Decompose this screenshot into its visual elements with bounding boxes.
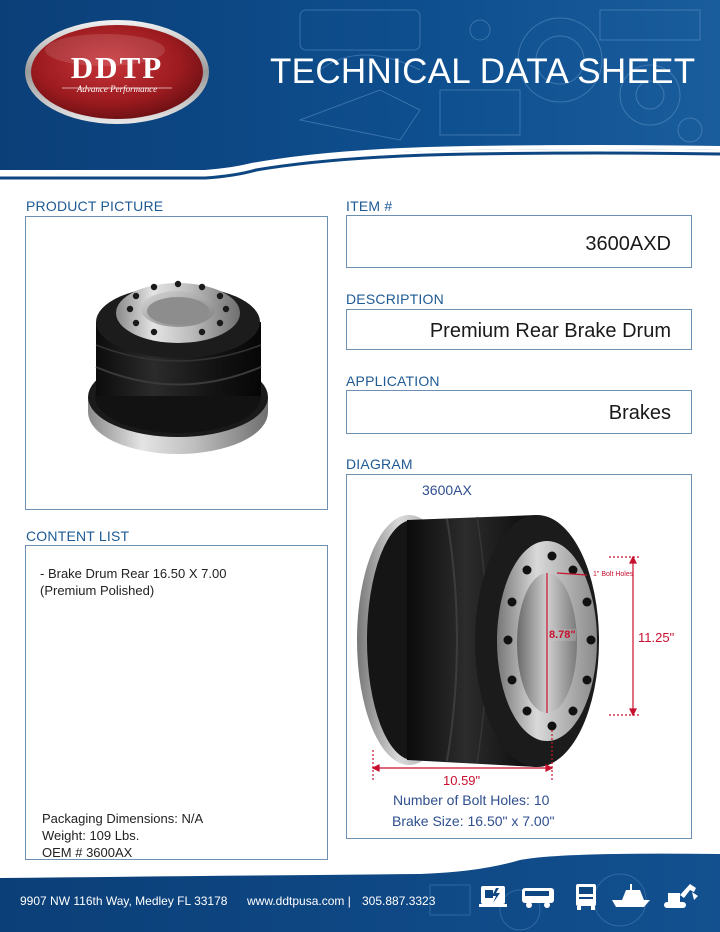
boat-icon — [612, 884, 650, 907]
brake-size: Brake Size: 16.50" x 7.00" — [392, 813, 555, 829]
inner-dimension: 8.78" — [549, 629, 576, 641]
item-label: ITEM # — [346, 198, 393, 214]
content-line-1: - Brake Drum Rear 16.50 X 7.00 — [40, 566, 227, 581]
footer-phone: 305.887.3323 — [362, 894, 436, 908]
packaging-dimensions: Packaging Dimensions: N/A — [42, 811, 204, 826]
page-title: TECHNICAL DATA SHEET — [270, 52, 696, 91]
application-value: Brakes — [608, 402, 671, 424]
product-picture-label: PRODUCT PICTURE — [26, 198, 164, 214]
weight: Weight: 109 Lbs. — [42, 828, 140, 843]
diagram-label: DIAGRAM — [346, 456, 413, 472]
excavator-icon — [664, 884, 698, 908]
item-value: 3600AXD — [585, 233, 671, 255]
content-line-2: (Premium Polished) — [40, 583, 155, 598]
bolt-holes-count: Number of Bolt Holes: 10 — [393, 792, 550, 808]
logo-tagline: Advance Performance — [76, 84, 158, 94]
description-label: DESCRIPTION — [346, 291, 444, 307]
description-box — [346, 309, 692, 350]
application-box — [346, 390, 692, 434]
diagram-model: 3600AX — [422, 482, 472, 498]
description-value: Premium Rear Brake Drum — [429, 320, 671, 342]
bus-icon — [522, 888, 554, 908]
generator-icon — [479, 886, 507, 907]
truck-icon — [576, 884, 596, 910]
width-dimension: 10.59" — [443, 773, 481, 788]
application-label: APPLICATION — [346, 373, 440, 389]
item-box — [346, 215, 692, 268]
brake-drum-diagram — [347, 475, 691, 838]
brake-drum-photo — [26, 217, 327, 509]
footer-address: 9907 NW 116th Way, Medley FL 33178 — [20, 894, 228, 908]
content-list-label: CONTENT LIST — [26, 528, 130, 544]
logo-text: DDTP — [70, 50, 164, 85]
footer-icons — [475, 878, 700, 912]
oem-number: OEM # 3600AX — [42, 845, 133, 860]
bolt-hole-label: 1" Bolt Holes — [593, 571, 634, 578]
height-dimension: 11.25" — [638, 630, 675, 645]
product-picture-box — [25, 216, 328, 510]
footer-website[interactable]: www.ddtpusa.com | — [247, 894, 351, 908]
